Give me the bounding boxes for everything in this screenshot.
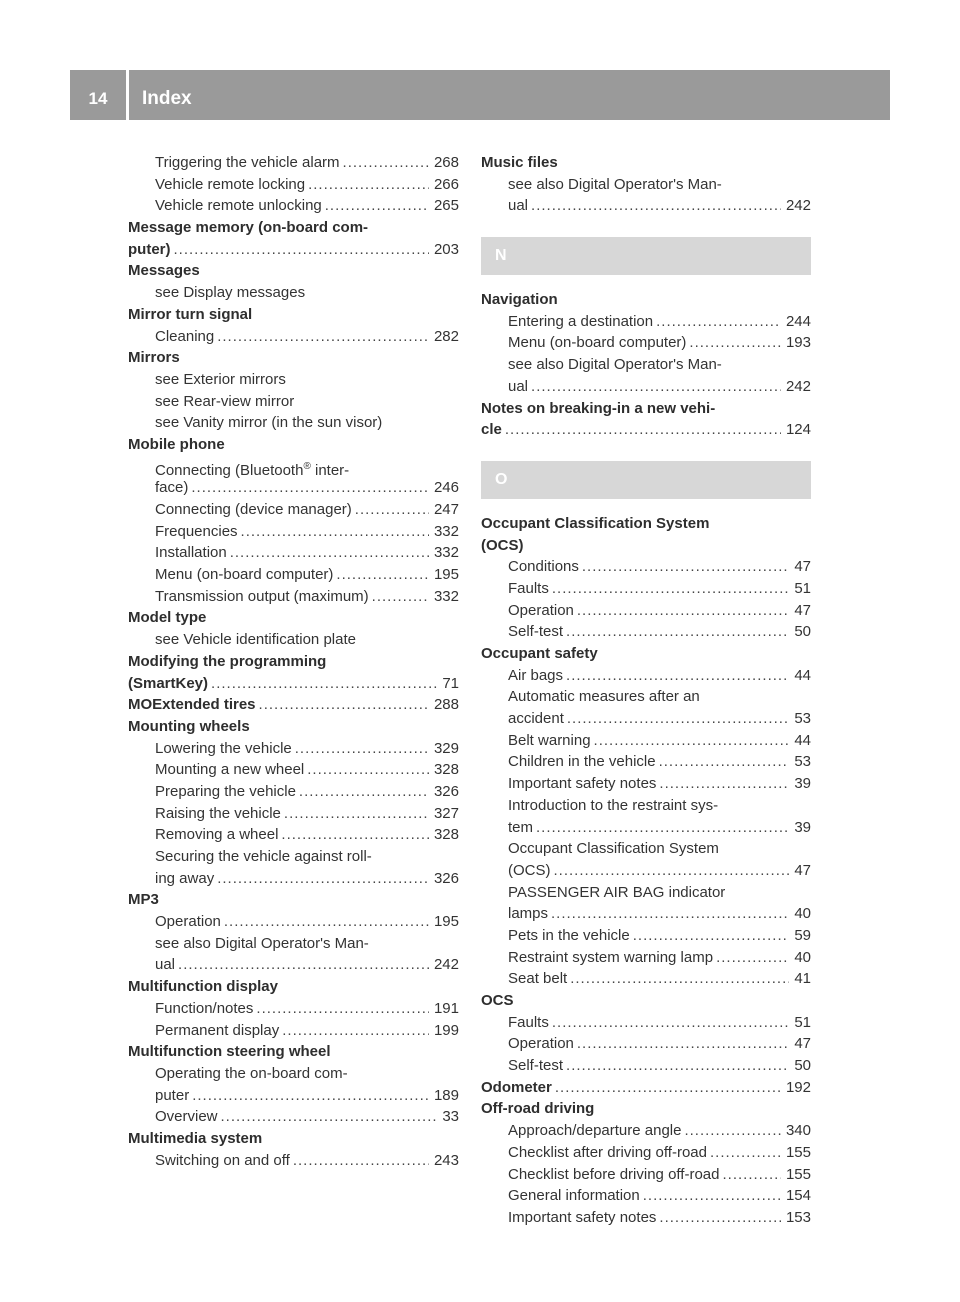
index-entry: tem ..... 39: [481, 817, 811, 839]
section-letter: O: [495, 470, 508, 488]
page-ref: 326: [433, 869, 459, 887]
index-entry: Menu (on-board computer) ..... 195: [128, 564, 459, 586]
page-ref: 50: [794, 623, 811, 641]
page-ref: 199: [433, 1021, 459, 1039]
index-entry: Entering a destination ..... 244: [481, 311, 811, 333]
index-entry: Important safety notes ..... 39: [481, 773, 811, 795]
index-entry: General information ..... 154: [481, 1185, 811, 1207]
page-ref: 328: [433, 826, 459, 844]
header-divider: [126, 70, 129, 120]
page-ref: 332: [433, 522, 459, 540]
page-ref: 40: [794, 905, 811, 923]
index-heading: Model type: [128, 609, 207, 627]
page-ref: 155: [785, 1143, 811, 1161]
index-entry: Checklist before driving off-road ..... 155: [481, 1164, 811, 1186]
index-entry: Securing the vehicle against roll-: [155, 848, 372, 865]
page-ref: 282: [433, 327, 459, 345]
page-ref: 192: [785, 1078, 811, 1096]
letter-section-n: [481, 237, 811, 275]
page-ref: 47: [794, 861, 811, 879]
page-ref: 265: [433, 197, 459, 215]
index-entry: see Exterior mirrors: [155, 370, 286, 388]
index-heading: Navigation: [481, 291, 558, 309]
page-ref: 47: [794, 601, 811, 619]
page-ref: 326: [433, 782, 459, 800]
index-heading: Odometer ..... 192: [481, 1077, 811, 1099]
page-ref: 189: [433, 1086, 459, 1104]
page-ref: 33: [442, 1108, 459, 1126]
page-ref: 242: [433, 956, 459, 974]
page-ref: 246: [433, 479, 459, 497]
page-ref: 332: [433, 544, 459, 562]
index-entry: ual ..... 242: [481, 376, 811, 398]
index-heading: puter) ..... 203: [128, 239, 459, 261]
index-entry: see also Digital Operator's Man-: [508, 175, 722, 193]
page-ref: 203: [433, 240, 459, 258]
page-ref: 71: [442, 674, 459, 692]
page-ref: 329: [433, 739, 459, 757]
index-entry: PASSENGER AIR BAG indicator: [508, 883, 726, 901]
section-letter: N: [495, 247, 507, 265]
index-entry: see Rear-view mirror: [155, 392, 295, 410]
page-ref: 244: [785, 312, 811, 330]
index-entry: Important safety notes ..... 153: [481, 1207, 811, 1229]
index-entry: ual ..... 242: [481, 195, 811, 217]
page-header: [70, 70, 890, 120]
index-entry: face) ..... 246: [128, 477, 459, 499]
page-ref: 195: [433, 913, 459, 931]
index-heading: (SmartKey) ..... 71: [128, 673, 459, 695]
index-entry: Introduction to the restraint sys-: [508, 796, 719, 814]
page-ref: 41: [794, 970, 811, 988]
index-entry: Lowering the vehicle ..... 329: [128, 738, 459, 760]
index-entry: see also Digital Operator's Man-: [508, 356, 722, 374]
page-ref: 154: [785, 1187, 811, 1205]
index-entry: Removing a wheel ..... 328: [128, 824, 459, 846]
index-entry: Transmission output (maximum) ..... 332: [128, 586, 459, 608]
page-ref: 340: [785, 1122, 811, 1140]
page-ref: 243: [433, 1151, 459, 1169]
index-entry: Operation ..... 47: [481, 600, 811, 622]
index-entry: see Display messages: [155, 284, 306, 302]
registered-mark: ®: [303, 460, 311, 472]
index-entry: Connecting (Bluetooth® inter-: [155, 460, 350, 479]
page-ref: 328: [433, 761, 459, 779]
index-entry: Pets in the vehicle ..... 59: [481, 925, 811, 947]
page-ref: 47: [794, 558, 811, 576]
page-ref: 242: [785, 197, 811, 215]
page-ref: 47: [794, 1035, 811, 1053]
index-heading: cle ..... 124: [481, 419, 811, 441]
index-entry: Installation ..... 332: [128, 542, 459, 564]
index-entry: Operation ..... 195: [128, 911, 459, 933]
index-entry: Operation ..... 47: [481, 1033, 811, 1055]
index-entry: Self-test ..... 50: [481, 1055, 811, 1077]
index-heading: MP3: [128, 891, 159, 909]
index-entry: Connecting (device manager) ..... 247: [128, 499, 459, 521]
index-heading: Messages: [128, 262, 200, 280]
index-heading: Modifying the programming: [128, 652, 327, 670]
index-heading: MOExtended tires ..... 288: [128, 694, 459, 716]
index-entry: Permanent display ..... 199: [128, 1020, 459, 1042]
page-ref: 193: [785, 334, 811, 352]
index-heading: Mounting wheels: [128, 717, 250, 735]
index-entry: see Vanity mirror (in the sun visor): [155, 414, 383, 432]
index-entry: Faults ..... 51: [481, 1012, 811, 1034]
index-heading: Mirrors: [128, 349, 180, 367]
index-entry: Menu (on-board computer) ..... 193: [481, 332, 811, 354]
index-entry: puter ..... 189: [128, 1085, 459, 1107]
index-heading: Off-road driving: [481, 1100, 595, 1118]
page-ref: 288: [433, 696, 459, 714]
page-number: 14: [88, 89, 108, 108]
page-ref: 124: [785, 421, 811, 439]
index-heading: Music files: [481, 154, 558, 171]
index-entry: Seat belt ..... 41: [481, 968, 811, 990]
index-heading: Message memory (on-board com-: [128, 219, 369, 237]
page-ref: 39: [794, 818, 811, 836]
index-heading: Mobile phone: [128, 435, 225, 453]
index-entry: Operating the on-board com-: [155, 1064, 348, 1082]
index-heading: (OCS): [481, 536, 524, 554]
index-heading: Notes on breaking-in a new vehi-: [481, 399, 716, 417]
page-ref: 268: [433, 154, 459, 171]
page-ref: 53: [794, 753, 811, 771]
index-heading: Multimedia system: [128, 1129, 263, 1147]
index-entry: Approach/departure angle ..... 340: [481, 1120, 811, 1142]
page-ref: 155: [785, 1165, 811, 1183]
index-entry: see Vehicle identification plate: [155, 631, 356, 649]
page-ref: 44: [794, 666, 811, 684]
index-entry: (OCS) ..... 47: [481, 860, 811, 882]
page-ref: 327: [433, 804, 459, 822]
index-entry: Automatic measures after an: [508, 688, 700, 706]
index-entry: ing away ..... 326: [128, 868, 459, 890]
index-entry: Vehicle remote unlocking ..... 265: [128, 195, 459, 217]
index-column-right: [481, 152, 811, 1229]
page-ref: 51: [794, 579, 811, 597]
page-ref: 332: [433, 587, 459, 605]
page-ref: 40: [794, 948, 811, 966]
page-ref: 242: [785, 377, 811, 395]
index-heading: Multifunction display: [128, 978, 278, 996]
index-entry: ual ..... 242: [128, 954, 459, 976]
page-ref: 50: [794, 1057, 811, 1075]
index-entry: Faults ..... 51: [481, 578, 811, 600]
page-title: Index: [142, 88, 192, 109]
letter-section-o: [481, 461, 811, 499]
index-entry: lamps ..... 40: [481, 903, 811, 925]
index-entry: Checklist after driving off-road ..... 155: [481, 1142, 811, 1164]
index-entry: Conditions ..... 47: [481, 556, 811, 578]
index-entry: Vehicle remote locking ..... 266: [128, 174, 459, 196]
page-ref: 53: [794, 710, 811, 728]
index-entry: Mounting a new wheel ..... 328: [128, 759, 459, 781]
page-ref: 59: [794, 926, 811, 944]
page-ref: 195: [433, 566, 459, 584]
index-entry: Preparing the vehicle ..... 326: [128, 781, 459, 803]
index-entry: Frequencies ..... 332: [128, 521, 459, 543]
index-entry: Occupant Classification System: [508, 840, 719, 858]
index-heading: Occupant Classification System: [481, 514, 710, 532]
index-heading: Multifunction steering wheel: [128, 1043, 331, 1061]
index-entry: Cleaning ..... 282: [128, 326, 459, 348]
page-ref: 247: [433, 501, 459, 518]
index-entry: Air bags ..... 44: [481, 665, 811, 687]
index-entry: accident ..... 53: [481, 708, 811, 730]
index-entry: Self-test ..... 50: [481, 621, 811, 643]
index-entry: Switching on and off ..... 243: [128, 1150, 459, 1172]
index-heading: Occupant safety: [481, 645, 598, 662]
index-heading: Mirror turn signal: [128, 305, 253, 323]
index-entry: Function/notes ..... 191: [128, 998, 459, 1020]
index-heading: OCS: [481, 992, 514, 1009]
index-column-left: [128, 152, 459, 1171]
page-ref: 51: [794, 1013, 811, 1031]
index-entry: Children in the vehicle ..... 53: [481, 751, 811, 773]
page-ref: 39: [794, 775, 811, 793]
page-ref: 266: [433, 175, 459, 193]
index-entry: see also Digital Operator's Man-: [155, 934, 369, 952]
page-ref: 44: [794, 731, 811, 749]
page-ref: 153: [785, 1208, 811, 1226]
page-ref: 191: [433, 999, 459, 1017]
index-entry: Restraint system warning lamp ..... 40: [481, 947, 811, 969]
index-entry: Overview ..... 33: [128, 1106, 459, 1128]
index-entry: Raising the vehicle ..... 327: [128, 803, 459, 825]
index-entry: Triggering the vehicle alarm ..... 268: [128, 152, 459, 174]
index-entry: Belt warning ..... 44: [481, 730, 811, 752]
